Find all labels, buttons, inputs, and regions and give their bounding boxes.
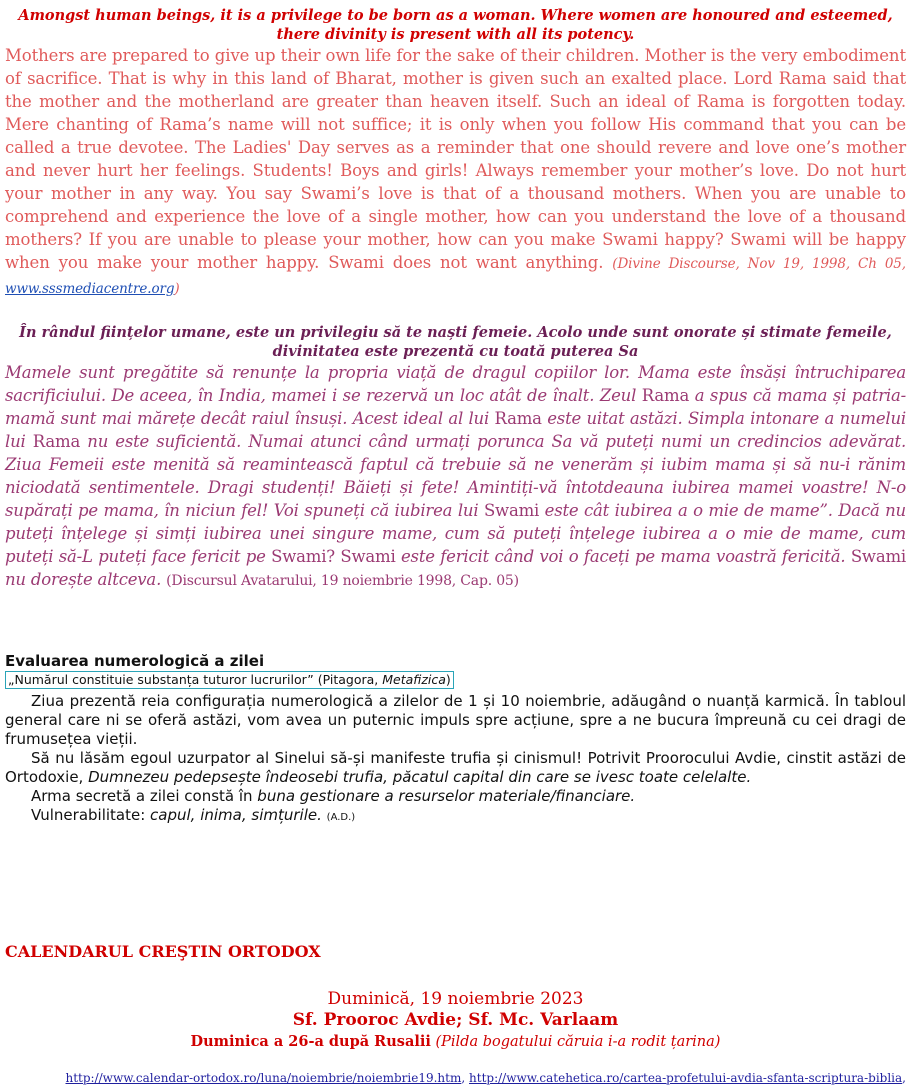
- english-citation-prefix: (Divine Discourse, Nov 19, 1998, Ch 05,: [612, 256, 906, 272]
- english-discourse-text: Mothers are prepared to give up their own life for the sake of their children. Mother is the very embodiment of sacrifice. That is why in this land of Bharat, mother is given such an exalted place. Lord Rama said that the mother and the motherland are greater than heaven itself. Such an ideal of Rama is forgotten today. Mere chanting of Rama’s name will not suffice; it is only when you follow His command that you can be called a true devotee. The Ladies' Day serves as a reminder that one should revere and love one’s mother and never hurt her feelings. Students! Boys and girls! Always remember your mother’s love. Do not hurt your mother in any way. You say Swami’s love is that of a thousand mothers. When you are unable to comprehend and experience the love of a single mother, how can you understand the love of a thousand mothers? If you are unable to please your mother, how can you make Swami happy? Swami will be happy when you make your mother happy. Swami does not want anything.: [5, 46, 906, 272]
- document-page: [5, 6, 906, 1085]
- ro-text-6: ?: [326, 547, 341, 566]
- ro-swami-4: Swami: [850, 547, 906, 566]
- numerology-title: Evaluarea numerologică a zilei: [5, 652, 265, 670]
- ro-text-7: este fericit când voi o faceți pe mama voastră fericită.: [395, 547, 851, 566]
- calendar-title: CALENDARUL CREŞTIN ORTODOX: [5, 942, 321, 961]
- author-signature: (A.D.): [326, 812, 356, 823]
- calendar-saints: Sf. Prooroc Avdie; Sf. Mc. Varlaam: [292, 1010, 619, 1030]
- sunday-note: (Pilda bogatului căruia i-a rodit țarina): [435, 1034, 721, 1050]
- numerology-body: [5, 692, 906, 827]
- link-separator: ,: [461, 1071, 470, 1085]
- ro-text-4: nu este suficientă. Numai atunci când urmați porunca Sa vă puteți numi un credincios adevărat. Ziua Femeii este menită să reamintească faptul că trebuie să ne venerăm și iubim mama și să nu-i rănim niciodată sentimentele. Dragi studenți! Băieți și fete! Amintiți-vă întotdeauna iubirea mamei voastre! N-o supărați pe mama, în niciun fel! Voi spuneți că iubirea lui: [5, 432, 906, 520]
- ro-text-1: Mamele sunt pregătite să renunțe la propria viață de dragul copiilor lor. Mama este însăși întruchiparea sacrificiului. De aceea, în India, mamei i se rezervă un loc atât de înalt. Zeul: [5, 363, 906, 405]
- numerology-paragraph-4: [5, 806, 906, 827]
- ro-text-3: este uitat astăzi. Simpla intonare a numelui lui: [5, 409, 906, 451]
- para2-italic: Dumnezeu pedepsește îndeosebi trufia, păcatul capital din care se ivesc toate celelalte.: [88, 768, 752, 786]
- quote-text: „Numărul constituie substanța tuturor lucrurilor” (Pitagora,: [8, 672, 383, 687]
- numerology-paragraph-3: [5, 787, 906, 806]
- catehetica-link[interactable]: http://www.catehetica.ro/cartea-profetului-avdia-sfanta-scriptura-biblia: [469, 1071, 903, 1085]
- pythagoras-quote: [5, 671, 454, 689]
- quote-source: Metafizica: [382, 672, 446, 687]
- romanian-discourse: [5, 361, 906, 593]
- english-citation-suffix: ): [174, 281, 180, 297]
- ro-swami-3: Swami: [340, 547, 396, 566]
- calendar-ortodox-link[interactable]: http://www.calendar-ortodox.ro/luna/noiembrie/noiembrie19.htm: [65, 1071, 462, 1085]
- quote-end: ): [445, 672, 451, 687]
- sssmediacentre-link[interactable]: www.sssmediacentre.org: [5, 281, 175, 297]
- ro-text-8: nu dorește altceva.: [5, 570, 167, 589]
- numerology-paragraph-2: [5, 749, 906, 787]
- romanian-citation: (Discursul Avatarului, 19 noiembrie 1998, Cap. 05): [166, 573, 519, 589]
- ro-swami-2: Swami: [271, 547, 327, 566]
- ro-rama-3: Rama: [32, 432, 81, 451]
- calendar-sunday: [5, 1033, 906, 1050]
- english-quote-heading: Amongst human beings, it is a privilege to be born as a woman. Where women are honoured and esteemed, there divinity is present with all its potency.: [18, 7, 893, 43]
- ro-text-5: este cât iubirea a o mie de mame”. Dacă nu puteți înțelege și simți iubirea unei singure mame, cum să puteți înțelege iubirea a o mie de mame, cum puteți să-L puteți face fericit pe: [5, 501, 906, 566]
- calendar-date: Duminică, 19 noiembrie 2023: [327, 989, 584, 1009]
- romanian-quote-heading: În rândul ființelor umane, este un privilegiu să te naști femeie. Acolo unde sunt onorate și stimate femeile, divinitatea este prezentă cu toată puterea Sa: [19, 324, 892, 360]
- ro-swami-1: Swami: [483, 501, 540, 520]
- numerology-paragraph-1: Ziua prezentă reia configurația numerologică a zilelor de 1 și 10 noiembrie, adăugând o nuanță karmică. În tabloul general care ni se oferă astăzi, vom avea un puternic impuls spre acțiune, spre a ne bucura împreună cu cei dragi de frumusețea vieții.: [5, 692, 906, 748]
- para3-italic: buna gestionare a resurselor materiale/financiare.: [257, 787, 636, 805]
- para2-start: Să nu lăsăm egoul uzurpator al Sinelui să-și manifeste trufia și cinismul! Potrivit Proorocului Avdie, cinstit astăzi de Ortodoxie,: [5, 749, 906, 786]
- sunday-label: Duminica a 26-a după Rusalii: [190, 1033, 431, 1050]
- para3-start: Arma secretă a zilei constă în: [31, 787, 258, 805]
- para4-italic: capul, inima, simțurile.: [150, 806, 322, 824]
- para4-start: Vulnerabilitate:: [31, 806, 151, 824]
- link-end: ,: [902, 1071, 906, 1085]
- reference-links: [5, 1071, 906, 1085]
- english-discourse: [5, 44, 906, 301]
- ro-text-2: a spus că mama și patria-mamă sunt mai mărețe decât raiul însuși. Acest ideal al lui: [5, 386, 906, 428]
- ro-rama-1: Rama: [641, 386, 690, 405]
- ro-rama-2: Rama: [494, 409, 542, 428]
